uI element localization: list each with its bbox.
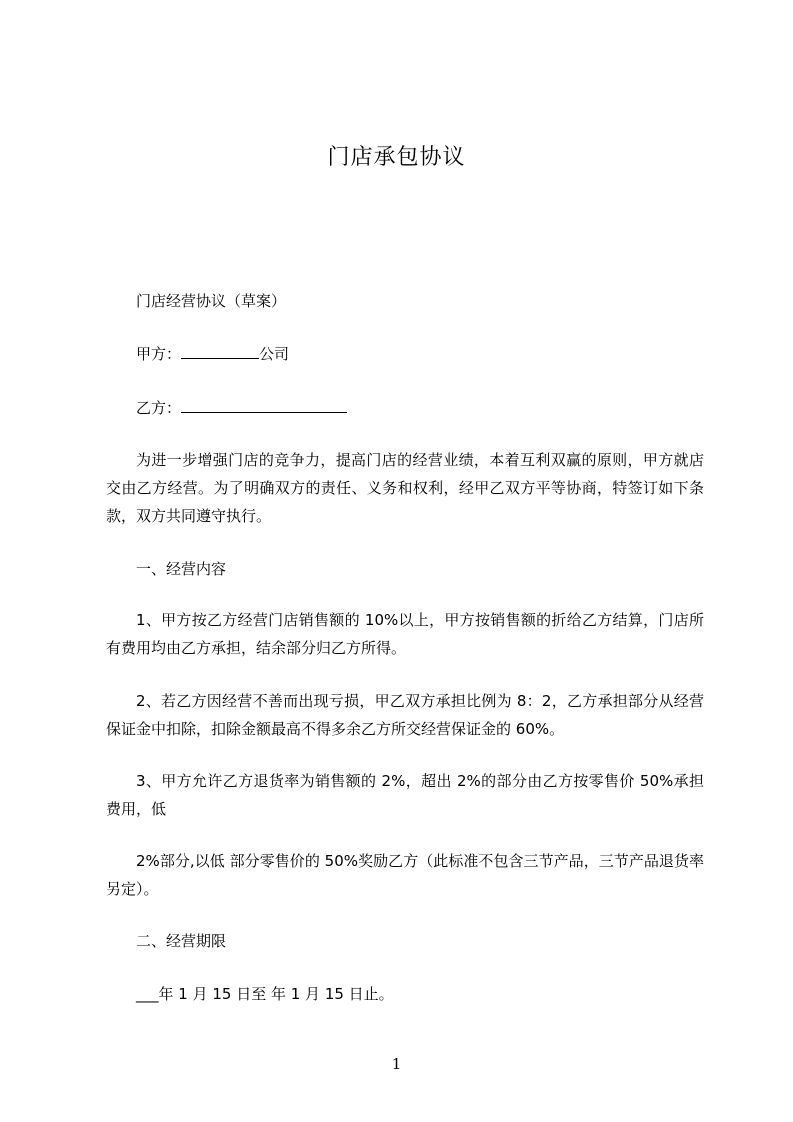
clause-3: 3、甲方允许乙方退货率为销售额的 2%，超出 2%的部分由乙方按零售价 50%承担费用，低 (106, 772, 704, 818)
clause-2: 2、若乙方因经营不善而出现亏损，甲乙双方承担比例为 8：2，乙方承担部分从经营保证金中扣除，扣除金额最高不得多余乙方所交经营保证金的 60%。 (106, 692, 704, 738)
section2-heading: 二、经营期限 (136, 932, 227, 950)
subtitle-text: 门店经营协议（草案） (136, 292, 287, 310)
term-line (106, 980, 704, 1008)
party-b-label: 乙方： (136, 399, 182, 417)
party-b-line (106, 394, 704, 422)
term-text: 年 1 月 15 日至 年 1 月 15 日止。 (158, 985, 394, 1003)
clause-1: 1、甲方按乙方经营门店销售额的 10%以上，甲方按销售额的折给乙方结算，门店所有费用均由乙方承担，结余部分归乙方所得。 (106, 611, 704, 657)
party-a-blank (181, 342, 259, 359)
document-subtitle (106, 287, 704, 315)
party-b-blank (181, 396, 347, 413)
section1-heading: 一、经营内容 (136, 560, 227, 578)
document-title: 门店承包协议 (327, 145, 466, 170)
party-a-suffix: 公司 (259, 345, 290, 363)
party-a-label: 甲方： (136, 345, 182, 363)
clause-3-continued: 2%部分,以低 部分零售价的 50%奖励乙方（此标准不包含三节产品，三节产品退货率另定）。 (106, 852, 704, 898)
term-blank: ___ (136, 985, 159, 1003)
page-number: 1 (391, 1055, 402, 1073)
intro-paragraph: 为进一步增强门店的竞争力，提高门店的经营业绩，本着互利双赢的原则，甲方就店交由乙方经营。为了明确双方的责任、义务和权利，经甲乙双方平等协商，特签订如下条款，双方共同遵守执行。 (106, 451, 704, 525)
party-a-line (106, 340, 704, 368)
